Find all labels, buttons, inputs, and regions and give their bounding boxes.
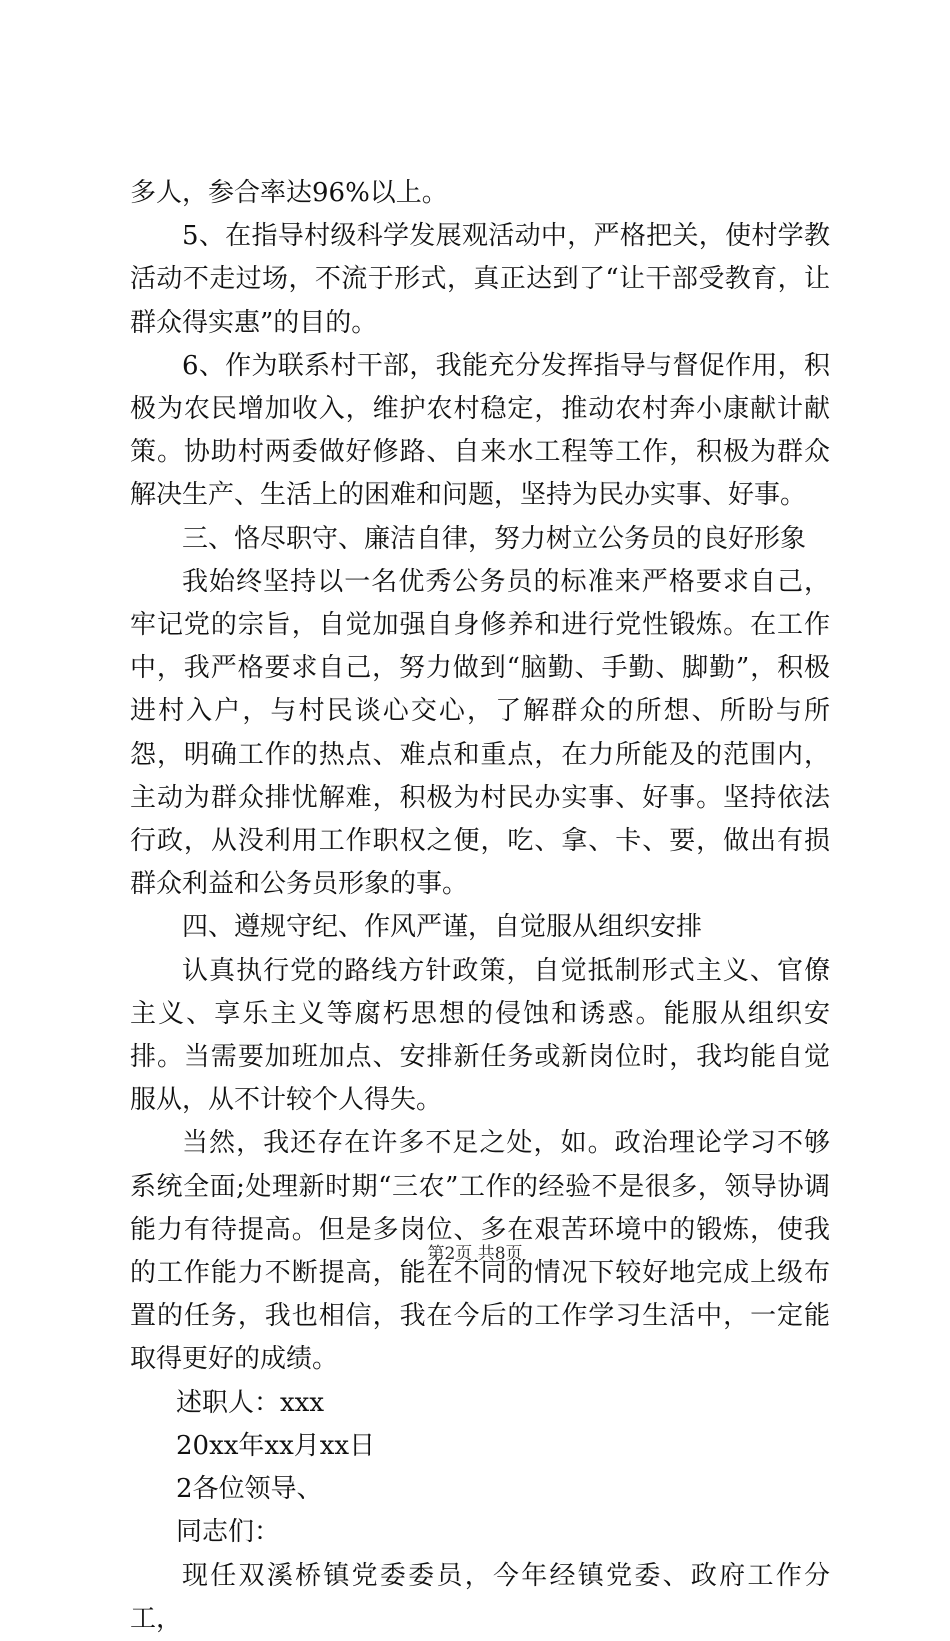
section-heading-4: 四、遵规守纪、作风严谨，自觉服从组织安排	[182, 912, 703, 943]
document-body	[130, 172, 830, 1641]
paragraph-item-6: 6、作为联系村干部，我能充分发挥指导与督促作用，积极为农民增加收入，维护农村稳定，推动农村奔小康献计献策。协助村两委做好修路、自来水工程等工作，积极为群众解决生产、生活上的困难和问题，坚持为民办实事、好事。	[130, 350, 830, 511]
next-section-opening: 现任双溪桥镇党委委员，今年经镇党委、政府工作分工，	[130, 1560, 830, 1634]
next-section-heading: 2各位领导、	[176, 1474, 323, 1505]
signature-date: 20xx年xx月xx日	[176, 1430, 376, 1461]
section-heading-3: 三、恪尽职守、廉洁自律，努力树立公务员的良好形象	[182, 523, 807, 554]
signature-reporter: 述职人：xxx	[176, 1387, 324, 1418]
paragraph-item-5: 5、在指导村级科学发展观活动中，严格把关，使村学教活动不走过场，不流于形式，真正达到了“让干部受教育，让群众得实惠”的目的。	[130, 221, 830, 338]
paragraph-shortcomings: 当然，我还存在许多不足之处，如。政治理论学习不够系统全面;处理新时期“三农”工作的经验不是很多，领导协调能力有待提高。但是多岗位、多在艰苦环境中的锻炼，使我的工作能力不断提高，能在不同的情况下较好地完成上级布置的任务，我也相信，我在今后的工作学习生活中，一定能取得更好的成绩。	[130, 1128, 830, 1375]
paragraph-section-4-body: 认真执行党的路线方针政策，自觉抵制形式主义、官僚主义、享乐主义等腐朽思想的侵蚀和诱惑。能服从组织安排。当需要加班加点、安排新任务或新岗位时，我均能自觉服从，从不计较个人得失。	[130, 955, 830, 1116]
page-footer	[0, 1242, 950, 1266]
paragraph-section-3-body: 我始终坚持以一名优秀公务员的标准来严格要求自己，牢记党的宗旨，自觉加强自身修养和进行党性锻炼。在工作中，我严格要求自己，努力做到“脑勤、手勤、脚勤”，积极进村入户，与村民谈心交心，了解群众的所想、所盼与所怨，明确工作的热点、难点和重点，在力所能及的范围内，主动为群众排忧解难，积极为村民办实事、好事。坚持依法行政，从没利用工作职权之便，吃、拿、卡、要，做出有损群众利益和公务员形象的事。	[130, 566, 830, 900]
page-number-label: 第2页 共8页	[427, 1244, 523, 1264]
salutation: 同志们：	[176, 1517, 281, 1548]
paragraph-continuation: 多人，参合率达96%以上。	[130, 178, 448, 208]
